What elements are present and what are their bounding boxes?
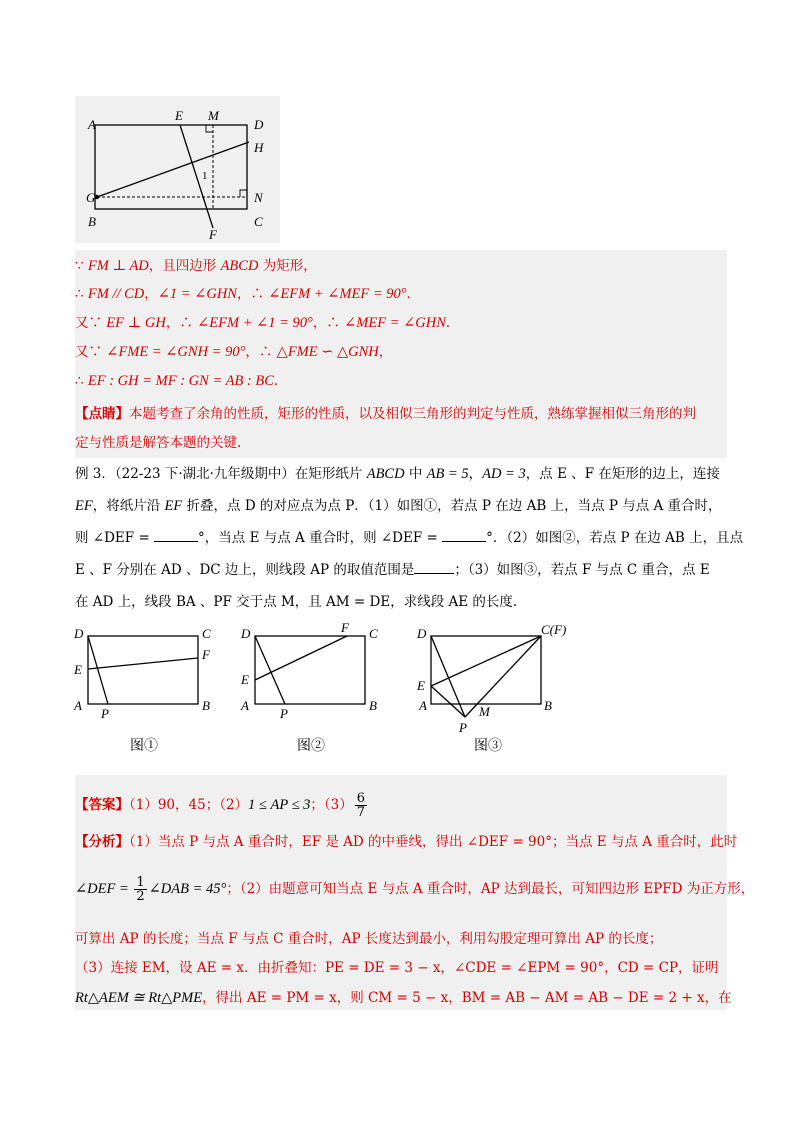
fig3-label-B: B (544, 698, 552, 713)
proof-line-5: ∴ EF : GH = MF : GN = AB : BC． (75, 373, 288, 389)
analysis-line-4: （3）连接 EM，设 AE = x．由折叠知：PE = DE = 3 − x，∠CDE = ∠EPM = 90°，CD = CP，证明 (75, 960, 719, 976)
answer-line: 【答案】（1）90，45；（2）1 ≤ AP ≤ 3；（3） $\frac{6}{7}$ (75, 791, 366, 820)
fig3-label-M: M (479, 704, 490, 719)
dianjing-tag: 【点睛】 (75, 406, 129, 422)
analysis-fraction: $\frac{1}{2}$ (136, 875, 145, 904)
analysis-line-1: 【分析】（1）当点 P 与点 A 重合时，EF 是 AD 的中垂线，得出 ∠DEF = 90°；当点 E 与点 A 重合时，此时 (75, 834, 738, 850)
answer-blank-2[interactable] (442, 529, 486, 542)
fig1-label-B: B (202, 698, 210, 713)
label-H: H (254, 140, 264, 155)
fig2-caption: 图② (297, 739, 325, 754)
fig1-label-D: D (74, 626, 84, 641)
dianjing-line-1: 【点睛】本题考查了余角的性质，矩形的性质，以及相似三角形的判定与性质，熟练掌握相似三角形的判 (75, 406, 696, 422)
label-F: F (209, 227, 217, 242)
proof-line-4: 又∵ ∠FME = ∠GNH = 90°，∴ △FME ∽ △GNH， (75, 344, 393, 360)
example3-line-4: E 、F 分别在 AD 、DC 边上，则线段 AP 的取值范围是 ；（3）如图③，若点 F 与点 C 重合，点 E (75, 562, 710, 578)
figure-2 (237, 622, 387, 757)
label-A: A (88, 117, 96, 132)
fig3-label-E: E (417, 678, 425, 693)
fig3-label-P: P (459, 720, 467, 735)
fig2-label-E: E (241, 672, 249, 687)
fig1-label-C: C (202, 626, 211, 641)
fig2-label-D: D (241, 626, 251, 641)
example3-line-1: 例 3．（22-23 下·湖北·九年级期中）在矩形纸片 ABCD 中 AB = 5，AD = 3，点 E 、F 在矩形的边上，连接 (75, 466, 720, 482)
analysis-line-5: Rt△AEM ≅ Rt△PME，得出 AE = PM = x，则 CM = 5 − x，BM = AB − AM = AB − DE = 2 + x，在 (75, 990, 732, 1006)
label-C: C (254, 214, 263, 229)
dianjing-line-2: 定与性质是解答本题的关键. (75, 435, 242, 451)
figure-3 (413, 622, 583, 757)
fig3-label-CF: C(F) (541, 622, 567, 637)
figure-rectangle-gh (75, 96, 280, 243)
answer-tag: 【答案】 (75, 797, 129, 813)
figure-1 (70, 622, 220, 757)
label-G: G (86, 190, 96, 205)
fig2-label-C: C (369, 626, 378, 641)
analysis-line-3: 可算出 AP 的长度；当点 F 与点 C 重合时，AP 长度达到最小，利用勾股定理可算出 AP 的长度； (75, 931, 663, 947)
example3-line-5: 在 AD 上，线段 BA 、PF 交于点 M，且 AM = DE，求线段 AE 的长度. (75, 594, 518, 610)
proof-line-1: ∵ FM ⊥ AD，且四边形 ABCD 为矩形， (75, 258, 317, 274)
label-E: E (175, 108, 183, 123)
fig1-label-A: A (74, 698, 82, 713)
label-D: D (254, 117, 264, 132)
analysis-tag: 【分析】 (75, 834, 129, 850)
answer-blank-1[interactable] (154, 529, 198, 542)
label-M: M (208, 108, 219, 123)
fig1-label-F: F (202, 647, 210, 662)
example3-line-3: 则 ∠DEF = °，当点 E 与点 A 重合时，则 ∠DEF = °．（2）如图②，若点 P 在边 AB 上，且点 (75, 530, 744, 546)
fig2-label-B: B (369, 698, 377, 713)
fig1-caption: 图① (130, 739, 158, 754)
fig2-label-A: A (241, 698, 249, 713)
fig2-label-F: F (341, 622, 349, 635)
fig3-caption: 图③ (474, 739, 502, 754)
answer-blank-3[interactable] (414, 561, 454, 574)
answer-fraction: $\frac{6}{7}$ (356, 791, 366, 820)
fig3-label-A: A (419, 698, 427, 713)
label-B: B (88, 214, 96, 229)
fig3-label-D: D (417, 626, 427, 641)
label-N: N (254, 190, 263, 205)
proof-line-2: ∴ FM // CD，∠1 = ∠GHN，∴ ∠EFM + ∠MEF = 90°． (75, 286, 421, 302)
fig2-label-P: P (280, 706, 288, 721)
example3-line-2: EF，将纸片沿 EF 折叠，点 D 的对应点为点 P．（1）如图①，若点 P 在边 AB 上，当点 P 与点 A 重合时， (75, 498, 722, 514)
fig1-label-E: E (74, 662, 82, 677)
analysis-line-2: ∠DEF = $\frac{1}{2}$ ∠DAB = 45°；（2）由题意可知当点 E 与点 A 重合时，AP 达到最长，可知四边形 EPFD 为正方形， (75, 875, 755, 904)
proof-line-3: 又∵ EF ⊥ GH，∴ ∠EFM + ∠1 = 90°，∴ ∠MEF = ∠GHN． (75, 315, 460, 331)
label-1: 1 (202, 170, 208, 182)
fig1-label-P: P (101, 706, 109, 721)
